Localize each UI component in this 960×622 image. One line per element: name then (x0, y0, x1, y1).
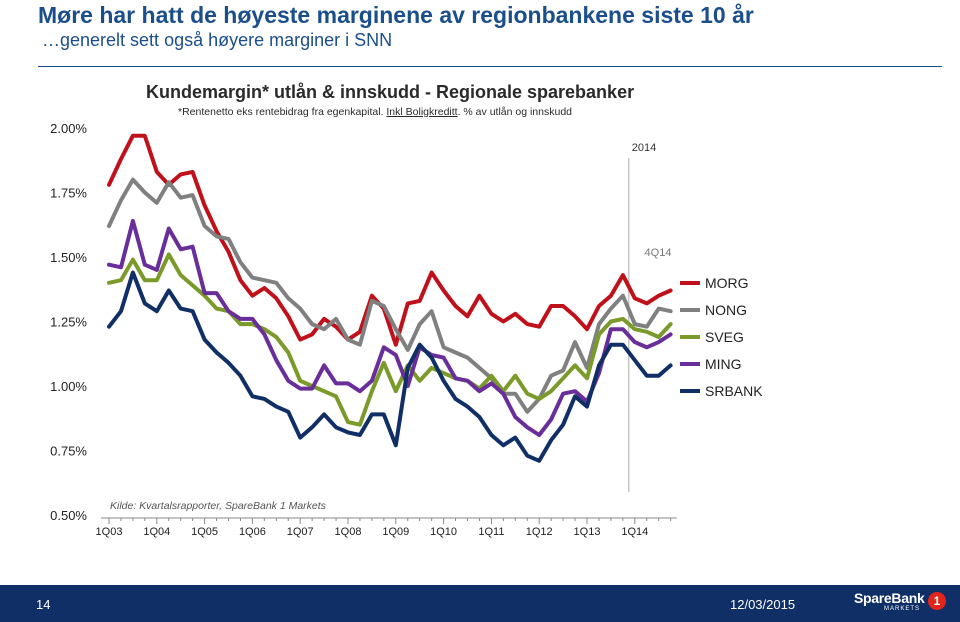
y-tick-label: 1.50% (50, 250, 87, 265)
y-tick-label: 1.75% (50, 185, 87, 201)
chart-subtitle-prefix: *Rentenetto eks rentebidrag fra egenkapital. (178, 106, 387, 118)
x-tick-label: 1Q09 (382, 526, 410, 538)
x-tick-label: 1Q12 (525, 526, 553, 538)
chart-subtitle-underlined: Inkl Boligkreditt (386, 106, 458, 118)
logo-mark: 1 (928, 592, 946, 610)
legend-label-morg: MORG (705, 275, 749, 291)
x-tick-label: 1Q06 (238, 526, 266, 538)
footer-bar (0, 585, 960, 622)
slide-title: Møre har hatt de høyeste marginene av regionbankene siste 10 år (38, 2, 754, 28)
y-axis (50, 121, 87, 523)
legend-label-srbank: SRBANK (705, 383, 763, 399)
logo-subtext: MARKETS (884, 606, 921, 612)
x-tick-label: 1Q03 (95, 526, 123, 538)
footer-date: 12/03/2015 (730, 597, 796, 612)
y-tick-label: 0.75% (50, 443, 87, 459)
x-tick-label: 1Q05 (191, 526, 219, 538)
logo-text: SpareBank (854, 590, 925, 606)
y-tick-label: 0.50% (50, 508, 87, 523)
marker-year-label: 2014 (631, 142, 657, 154)
x-tick-label: 1Q07 (286, 526, 314, 538)
x-tick-label: 1Q04 (143, 526, 171, 538)
page-number: 14 (36, 597, 51, 612)
chart-subtitle-suffix: . % av utlån og innskudd (457, 106, 573, 118)
legend-label-ming: MING (705, 356, 742, 372)
sparebank-logo (854, 590, 944, 618)
x-tick-label: 1Q08 (334, 526, 362, 538)
series-lines (109, 136, 671, 461)
marker-quarter-label: 4Q14 (644, 247, 672, 259)
x-tick-label: 1Q13 (573, 526, 601, 538)
y-tick-label: 2.00% (50, 121, 87, 136)
slide-subtitle: …generelt sett også høyere marginer i SNN (42, 30, 393, 50)
y-tick-label: 1.25% (50, 314, 87, 330)
legend-label-sveg: SVEG (705, 329, 744, 345)
source-note: Kilde: Kvartalsrapporter, SpareBank 1 Markets (110, 500, 326, 512)
x-axis (96, 518, 677, 538)
x-tick-label: 1Q11 (478, 526, 505, 538)
legend-label-nong: NONG (705, 302, 747, 318)
x-tick-label: 1Q10 (430, 526, 458, 538)
x-tick-label: 1Q14 (621, 526, 649, 538)
legend (680, 275, 763, 399)
chart-title: Kundemargin* utlån & innskudd - Regionale sparebanker (146, 82, 635, 102)
y-tick-label: 1.00% (50, 379, 87, 394)
